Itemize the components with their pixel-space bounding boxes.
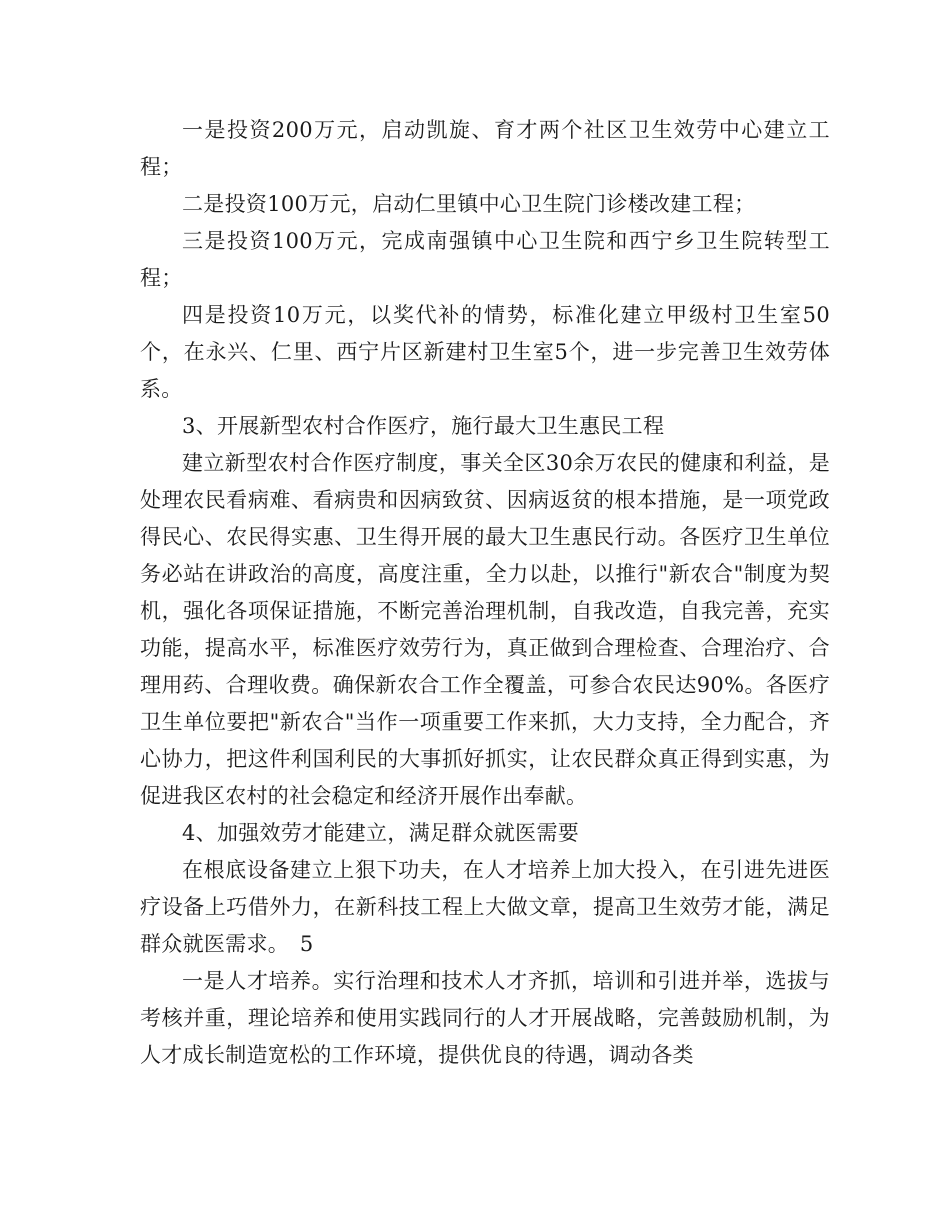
paragraph-investment-3: 三是投资100万元，完成南强镇中心卫生院和西宁乡卫生院转型工程；: [140, 229, 830, 290]
document-body: [140, 112, 830, 1074]
section-heading-3: 3、开展新型农村合作医疗，施行最大卫生惠民工程: [182, 414, 665, 438]
section-heading-4: 4、加强效劳才能建立，满足群众就医需要: [182, 821, 580, 845]
paragraph-investment-4: 四是投资10万元，以奖代补的情势，标准化建立甲级村卫生室50个，在永兴、仁里、西宁片区新建村卫生室5个，进一步完善卫生效劳体系。: [140, 303, 830, 401]
paragraph-investment-1: 一是投资200万元，启动凯旋、育才两个社区卫生效劳中心建立工程；: [140, 118, 830, 179]
paragraph-rural-cooperative-medical: 建立新型农村合作医疗制度，事关全区30余万农民的健康和利益，是处理农民看病难、看病贵和因病致贫、因病返贫的根本措施，是一项党政得民心、农民得实惠、卫生得开展的最大卫生惠民行动。各医疗卫生单位务必站在讲政治的高度，高度注重，全力以赴，以推行"新农合"制度为契机，强化各项保证措施，不断完善治理机制，自我改造，自我完善，充实功能，提高水平，标准医疗效劳行为，真正做到合理检查、合理治疗、合理用药、合理收费。确保新农合工作全覆盖，可参合农民达90%。各医疗卫生单位要把"新农合"当作一项重要工作来抓，大力支持，全力配合，齐心协力，把这件利国利民的大事抓好抓实，让农民群众真正得到实惠，为促进我区农村的社会稳定和经济开展作出奉献。: [140, 451, 830, 808]
paragraph-investment-2: 二是投资100万元，启动仁里镇中心卫生院门诊楼改建工程；: [182, 192, 756, 216]
paragraph-talent-training: 一是人才培养。实行治理和技术人才齐抓，培训和引进并举，选拔与考核并重，理论培养和使用实践同行的人才开展战略，完善鼓励机制，为人才成长制造宽松的工作环境，提供优良的待遇，调动各类: [140, 969, 830, 1067]
paragraph-service-capacity: 在根底设备建立上狠下功夫，在人才培养上加大投入，在引进先进医疗设备上巧借外力，在新科技工程上大做文章，提高卫生效劳才能，满足群众就医需求。 5: [140, 858, 830, 956]
